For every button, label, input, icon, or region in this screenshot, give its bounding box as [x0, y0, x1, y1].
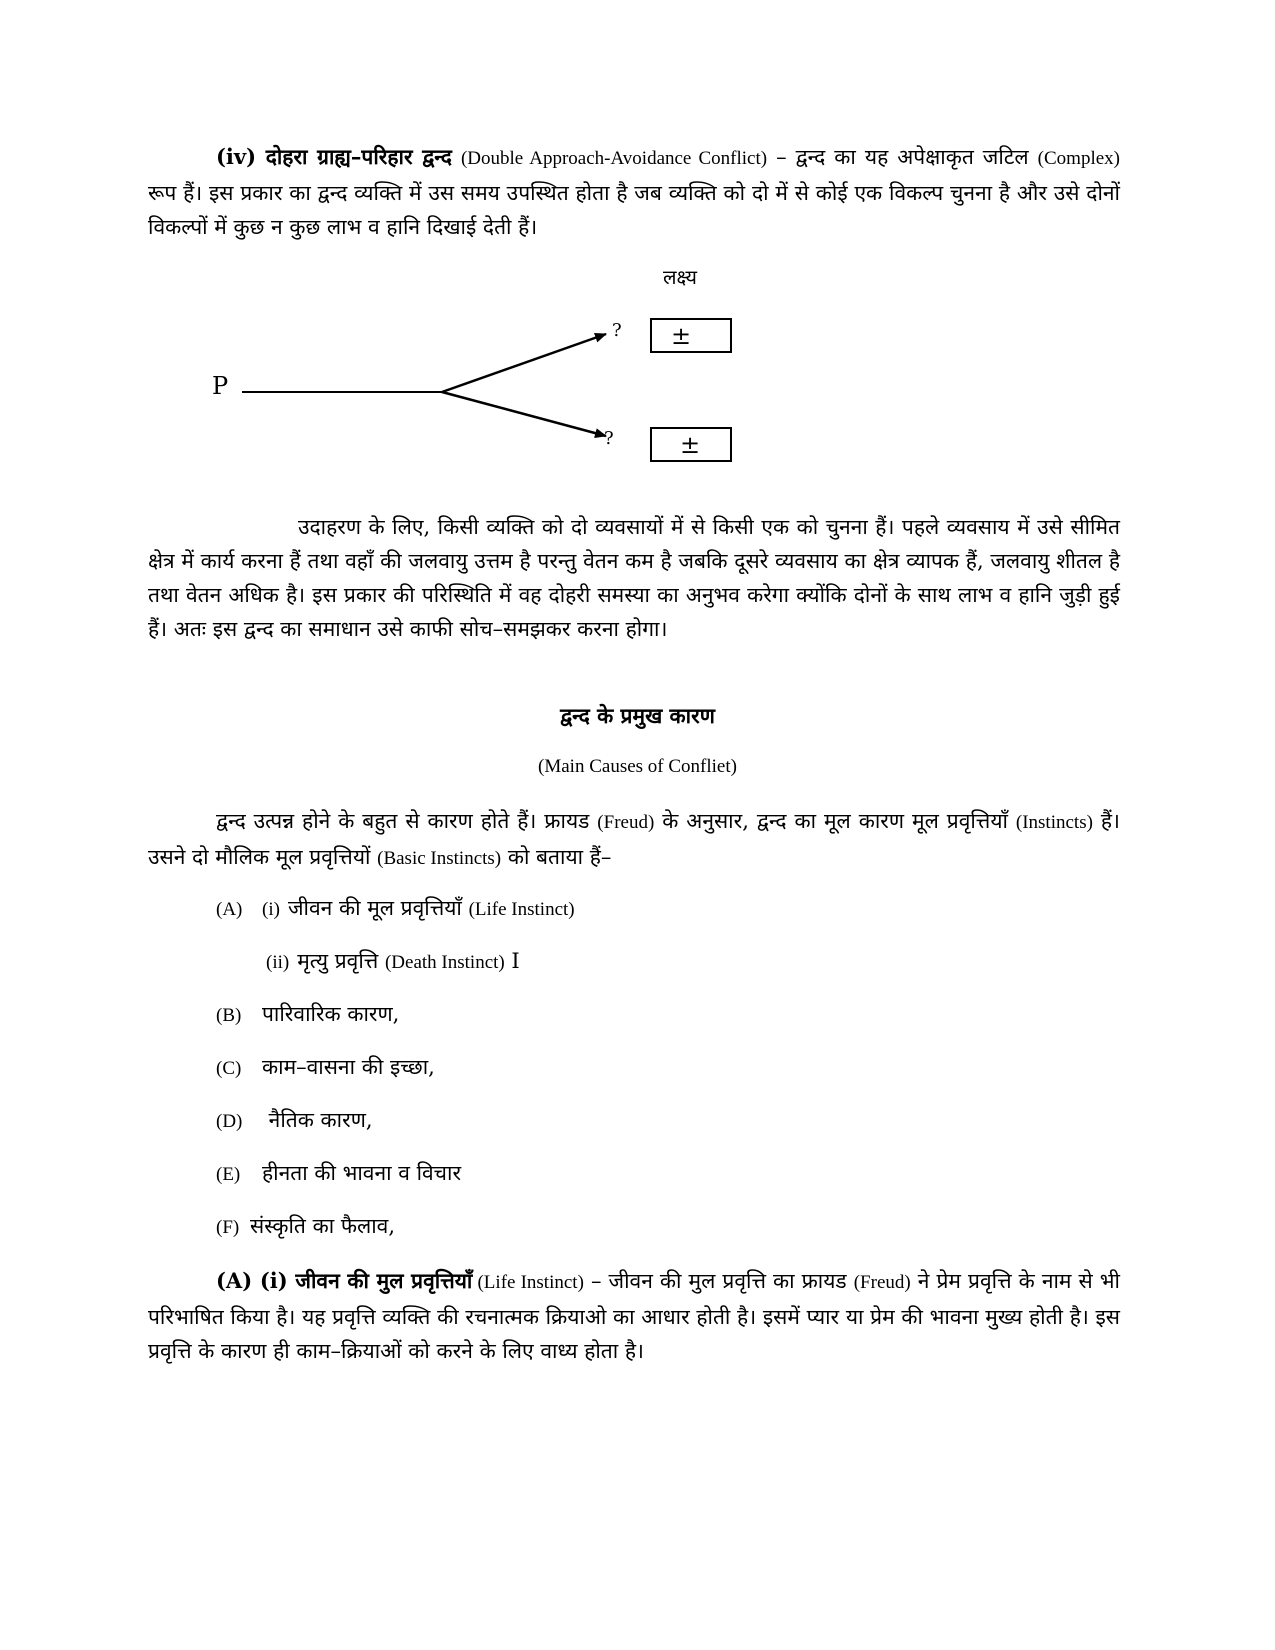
list-item-text: हीनता की भावना व विचार	[262, 1161, 462, 1185]
list-item	[266, 946, 520, 978]
life-instinct-term-freud: (Freud)	[853, 1272, 911, 1293]
list-item-mark: (E)	[216, 1164, 241, 1185]
list-item-mark: (B)	[216, 1005, 242, 1026]
causes-heading: द्वन्द के प्रमुख कारण	[560, 703, 715, 728]
list-item-mark: (F)	[216, 1217, 240, 1238]
list-item-english: (Death Instinct)	[384, 952, 505, 973]
life-instinct-heading-english: (Life Instinct)	[472, 1272, 584, 1293]
list-item-text: मृत्यु प्रवृत्ति	[297, 949, 385, 973]
goal-box-lower-sign: ±	[679, 431, 701, 459]
list-item-text: काम–वासना की इच्छा,	[262, 1055, 435, 1079]
section-heading-iv: (iv) दोहरा ग्राह्य–परिहार द्वन्द	[216, 144, 452, 169]
causes-intro-text: द्वन्द उत्पन्न होने के बहुत से कारण होते हैं। फ्रायड	[216, 809, 598, 833]
list-item	[216, 893, 575, 925]
list-item-mark: (D)	[216, 1111, 243, 1132]
causes-intro-text: हैं। उसने दो मौलिक मूल प्रवृत्तियों	[148, 809, 1120, 869]
goal-label: लक्ष्य	[662, 265, 698, 289]
life-instinct-paragraph	[148, 1264, 1120, 1368]
list-item-submark: (ii)	[266, 952, 290, 973]
double-approach-avoidance-paragraph	[148, 140, 1120, 244]
causes-term-basic-instincts: (Basic Instincts)	[377, 848, 502, 869]
conflict-diagram	[200, 262, 800, 502]
section-heading-iv-english: (Double Approach-Avoidance Conflict)	[460, 148, 768, 169]
causes-intro-text: के अनुसार, द्वन्द का मूल कारण मूल प्रवृत्तियाँ	[654, 809, 1016, 833]
life-instinct-text: ने प्रेम प्रवृत्ति के नाम से भी परिभाषित किया है। यह प्रवृत्ति व्यक्ति की रचनात्मक क्रियाओ का आधार होती है। इसमें प्यार या प्रेम की भावना मुख्य होती है। इस प्रवृत्ति के कारण ही काम–क्रियाओं को करने के लिए वाध्य होता है।	[148, 1269, 1120, 1363]
list-item	[216, 1052, 435, 1084]
list-item	[216, 1158, 461, 1190]
list-item	[216, 1211, 395, 1243]
example-text: उदाहरण के लिए, किसी व्यक्ति को दो व्यवसायों में से किसी एक को चुनना हैं। पहले व्यवसाय में उसे सीमित क्षेत्र में कार्य करना हैं तथा वहाँ की जलवायु उत्तम है परन्तु वेतन कम है जबकि दूसरे व्यवसाय का क्षेत्र व्यापक हैं, जलवायु शीतल है तथा वेतन अधिक है। इस प्रकार की परिस्थिति में वह दोहरी समस्या का अनुभव करेगा क्योंकि दोनों के साथ लाभ व हानि जुड़ी हुई हैं। अतः इस द्वन्द का समाधान उसे काफी सोच–समझकर करना होगा।	[148, 515, 1120, 641]
list-item-text: पारिवारिक कारण,	[262, 1002, 400, 1026]
list-item-mark: (A)	[216, 899, 243, 920]
paragraph-text: – द्वन्द का यह अपेक्षाकृत जटिल	[767, 145, 1038, 169]
question-mark-upper: ?	[612, 320, 622, 341]
question-mark-lower: ?	[604, 428, 614, 449]
causes-subheading: (Main Causes of Confliet)	[538, 756, 737, 777]
list-item-text: जीवन की मूल प्रवृत्तियाँ	[287, 896, 469, 920]
list-item-tail: I	[504, 949, 520, 973]
causes-term-freud: (Freud)	[597, 812, 655, 833]
list-item-text: नैतिक कारण,	[262, 1108, 373, 1132]
list-item-english: (Life Instinct)	[468, 899, 575, 920]
list-item	[216, 1105, 373, 1137]
causes-intro-text: को बताया हैं–	[501, 845, 612, 869]
goal-box-upper-sign: ±	[670, 322, 692, 350]
life-instinct-heading: (A) (i) जीवन की मुल प्रवृत्तियाँ	[216, 1268, 473, 1293]
person-label: P	[212, 372, 229, 400]
causes-intro-paragraph	[148, 804, 1120, 876]
paragraph-term-complex: (Complex)	[1037, 148, 1120, 169]
arrow-upper	[442, 334, 606, 392]
life-instinct-text: – जीवन की मुल प्रवृत्ति का फ्रायड	[583, 1269, 854, 1293]
arrow-lower	[442, 392, 606, 436]
list-item-text: संस्कृति का फैलाव,	[250, 1214, 396, 1238]
causes-term-instincts: (Instincts)	[1015, 812, 1093, 833]
paragraph-text: रूप हैं। इस प्रकार का द्वन्द व्यक्ति में उस समय उपस्थित होता है जब व्यक्ति को दो में से कोई एक विकल्प चुनना है और उसे दोनों विकल्पों में कुछ न कुछ लाभ व हानि दिखाई देती हैं।	[148, 181, 1120, 239]
list-item-mark: (C)	[216, 1058, 242, 1079]
example-paragraph	[148, 510, 1120, 646]
list-item-submark: (i)	[262, 899, 280, 920]
list-item	[216, 999, 399, 1031]
